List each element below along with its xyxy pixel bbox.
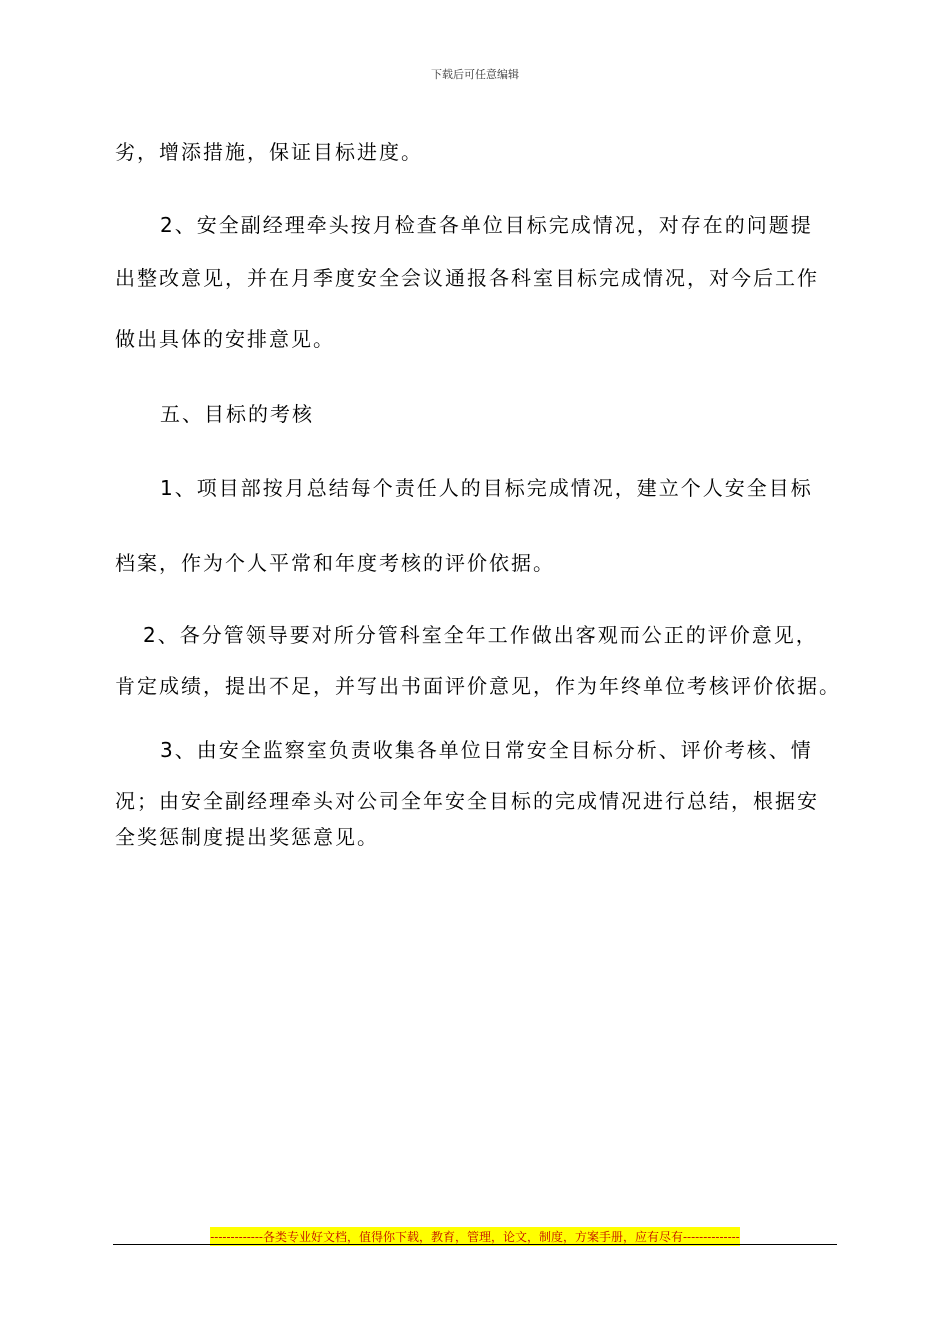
body-line-3: 出整改意见，并在月季度安全会议通报各科室目标完成情况，对今后工作 — [115, 266, 819, 290]
body-line-4: 做出具体的安排意见。 — [115, 327, 335, 351]
header-note: 下载后可任意编辑 — [431, 68, 519, 81]
footer-banner — [0, 1226, 950, 1246]
body-line-7: 档案，作为个人平常和年度考核的评价依据。 — [115, 551, 555, 575]
body-line-10: 3、由安全监察室负责收集各单位日常安全目标分析、评价考核、情 — [160, 738, 813, 762]
body-line-6: 1、项目部按月总结每个责任人的目标完成情况，建立个人安全目标 — [160, 476, 813, 500]
body-line-1: 劣，增添措施，保证目标进度。 — [115, 140, 423, 164]
body-line-9: 肯定成绩，提出不足，并写出书面评价意见，作为年终单位考核评价依据。 — [115, 674, 841, 698]
footer-divider — [113, 1244, 837, 1245]
footer-banner-text: -------------各类专业好文档，值得你下载，教育，管理，论文，制度，方案手册，应有尽有-------------- — [210, 1227, 739, 1246]
body-line-11: 况；由安全副经理牵头对公司全年安全目标的完成情况进行总结，根据安 — [115, 789, 819, 813]
section-heading: 五、目标的考核 — [160, 402, 314, 426]
body-line-2: 2、安全副经理牵头按月检查各单位目标完成情况，对存在的问题提 — [160, 213, 813, 237]
body-line-8: 2、各分管领导要对所分管科室全年工作做出客观而公正的评价意见， — [143, 623, 818, 647]
body-line-12: 全奖惩制度提出奖惩意见。 — [115, 825, 379, 849]
